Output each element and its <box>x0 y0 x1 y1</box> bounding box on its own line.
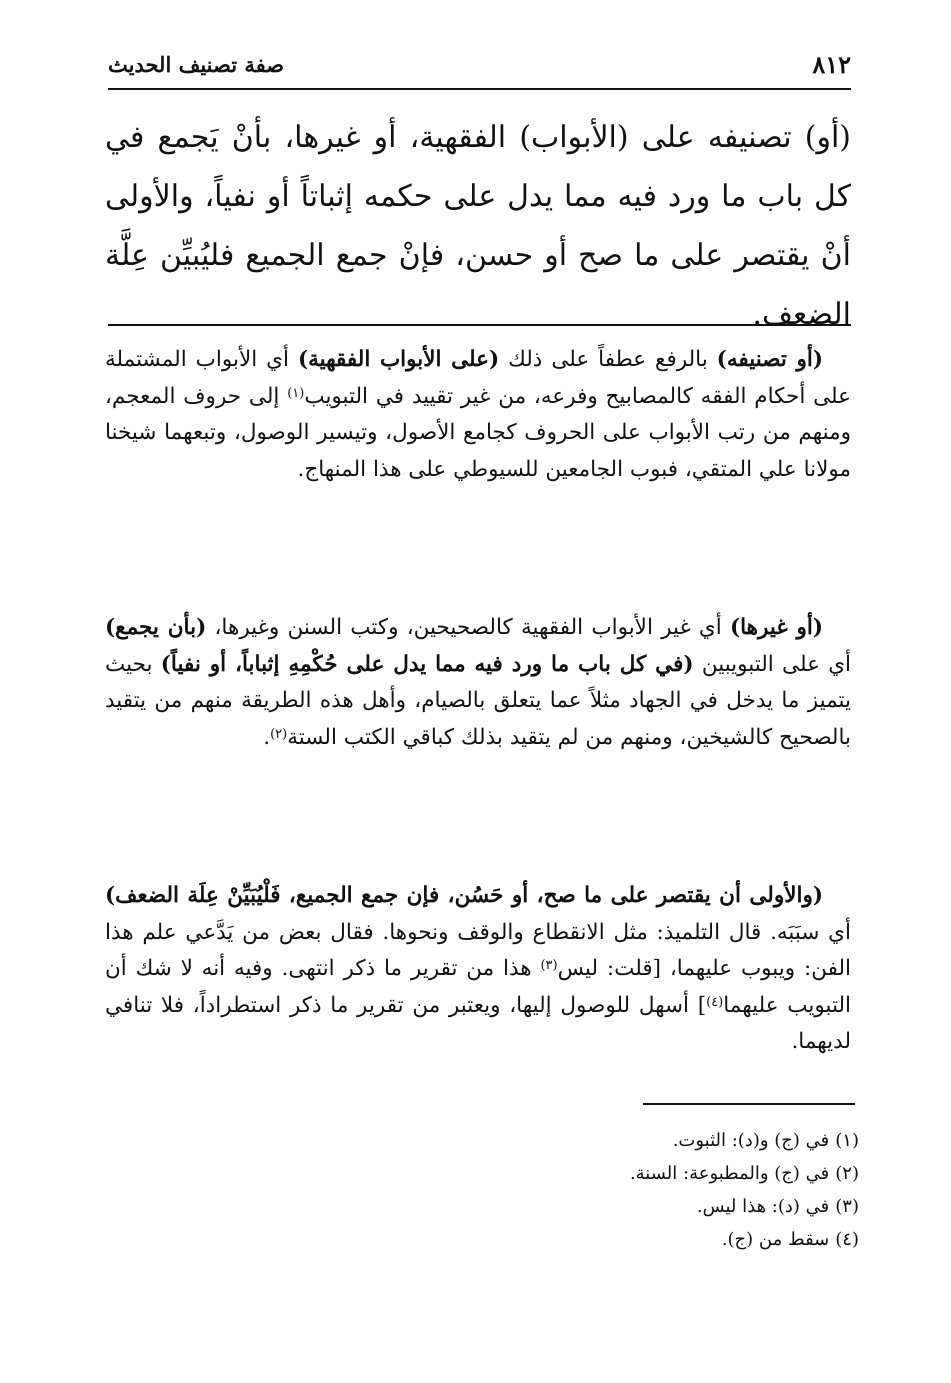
commentary-segment: أي غير الأبواب الفقهية كالصحيحين، وكتب السنن وغيرها، <box>206 615 730 640</box>
footnote-separator <box>643 1103 855 1105</box>
footnote-ref: (٤) <box>706 994 724 1010</box>
footnote-item <box>459 1223 859 1256</box>
commentary-segment: هذا من تقرير ما ذكر انتهى. وفيه أنه لا شك أن التبويب عليهما <box>105 956 851 1018</box>
running-title: صفة تصنيف الحديث <box>108 52 285 77</box>
footnote-number: (٤) <box>835 1229 859 1250</box>
footnote-text: سقط من (ج). <box>721 1229 830 1250</box>
footnote-number: (٣) <box>835 1196 859 1217</box>
footnote-ref: (٢) <box>270 726 288 742</box>
footnotes-list <box>459 1124 859 1256</box>
footnote-text: في (ج) والمطبوعة: السنة. <box>629 1163 830 1184</box>
commentary-segment: . <box>263 724 271 750</box>
commentary-segment: إلى حروف المعجم، ومنهم من رتب الأبواب على الحروف كجامع الأصول، وتيسير الوصول، وتبعهما شيخنا مولانا علي المتقي، فبوب الجامعين للسيوطي على هذا المنهاج. <box>105 383 851 482</box>
footnote-number: (١) <box>835 1130 859 1151</box>
footnote-ref: (٣) <box>540 958 558 973</box>
running-header <box>108 48 851 90</box>
commentary-segment: (بأن يجمع) <box>105 615 207 640</box>
commentary-segment: أي على التبويبين <box>693 651 852 677</box>
commentary-segment: أي سبَبَه. قال التلميذ: مثل الانقطاع والوقف ونحوها. فقال بعض من يَدَّعي علم هذا الفن: ويبوب عليهما، [قلت: ليس <box>105 919 851 981</box>
footnote-text: في (ج) و(د): الثبوت. <box>672 1130 830 1151</box>
commentary-segment: (أو غيرها) <box>729 615 824 640</box>
footnote-item <box>459 1157 859 1190</box>
commentary-segment: (والأولى أن يقتصر على ما صح، أو حَسُن، فإن جمع الجميع، فَلْيُبَيِّنْ عِلَة الضعف) <box>105 883 823 908</box>
commentary-segment: بحيث يتميز ما يدخل في الجهاد مثلاً عما يتعلق بالصيام، وأهل هذه الطريقة منهم من يتقيد بالصحيح كالشيخين، ومنهم من لم يتقيد بذلك كباقي الكتب الستة <box>105 651 851 750</box>
commentary-segment: (أو تصنيفه) <box>716 347 823 372</box>
commentary-segment: (على الأبواب الفقهية) <box>297 347 500 372</box>
page-number: ٨١٢ <box>812 50 851 79</box>
matn-text: (أو) تصنيفه على (الأبواب) الفقهية، أو غيرها، بأنْ يَجمع في كل باب ما ورد فيه مما يدل على حكمه إثباتاً أو نفياً، والأولى أنْ يقتصر على ما صح أو حسن، فإنْ جمع الجميع فليُبيِّن عِلَّة الضعف. <box>105 120 851 332</box>
commentary-segment: (في كل باب ما ورد فيه مما يدل على حُكْمِهِ إثباباً، أو نفياً) <box>160 651 694 677</box>
commentary-paragraph <box>105 342 851 488</box>
footnote-number: (٢) <box>835 1163 859 1184</box>
commentary-paragraph <box>105 610 851 756</box>
commentary-paragraph <box>105 878 851 1061</box>
commentary-segment: ] أسهل للوصول إليها، ويعتبر من تقرير ما ذكر استطراداً، فلا تنافي لديهما. <box>105 992 851 1054</box>
footnote-ref: (١) <box>287 385 305 401</box>
commentary-segment: أي الأبواب المشتملة على أحكام الفقه كالمصابيح وفرعه، من غير تقييد في التبويب <box>105 347 851 409</box>
matn-separator <box>108 324 851 326</box>
footnote-item <box>459 1190 859 1223</box>
commentary-segment: بالرفع عطفاً على ذلك <box>499 347 717 372</box>
footnote-text: في (د): هذا ليس. <box>696 1196 830 1217</box>
footnote-item <box>459 1124 859 1157</box>
